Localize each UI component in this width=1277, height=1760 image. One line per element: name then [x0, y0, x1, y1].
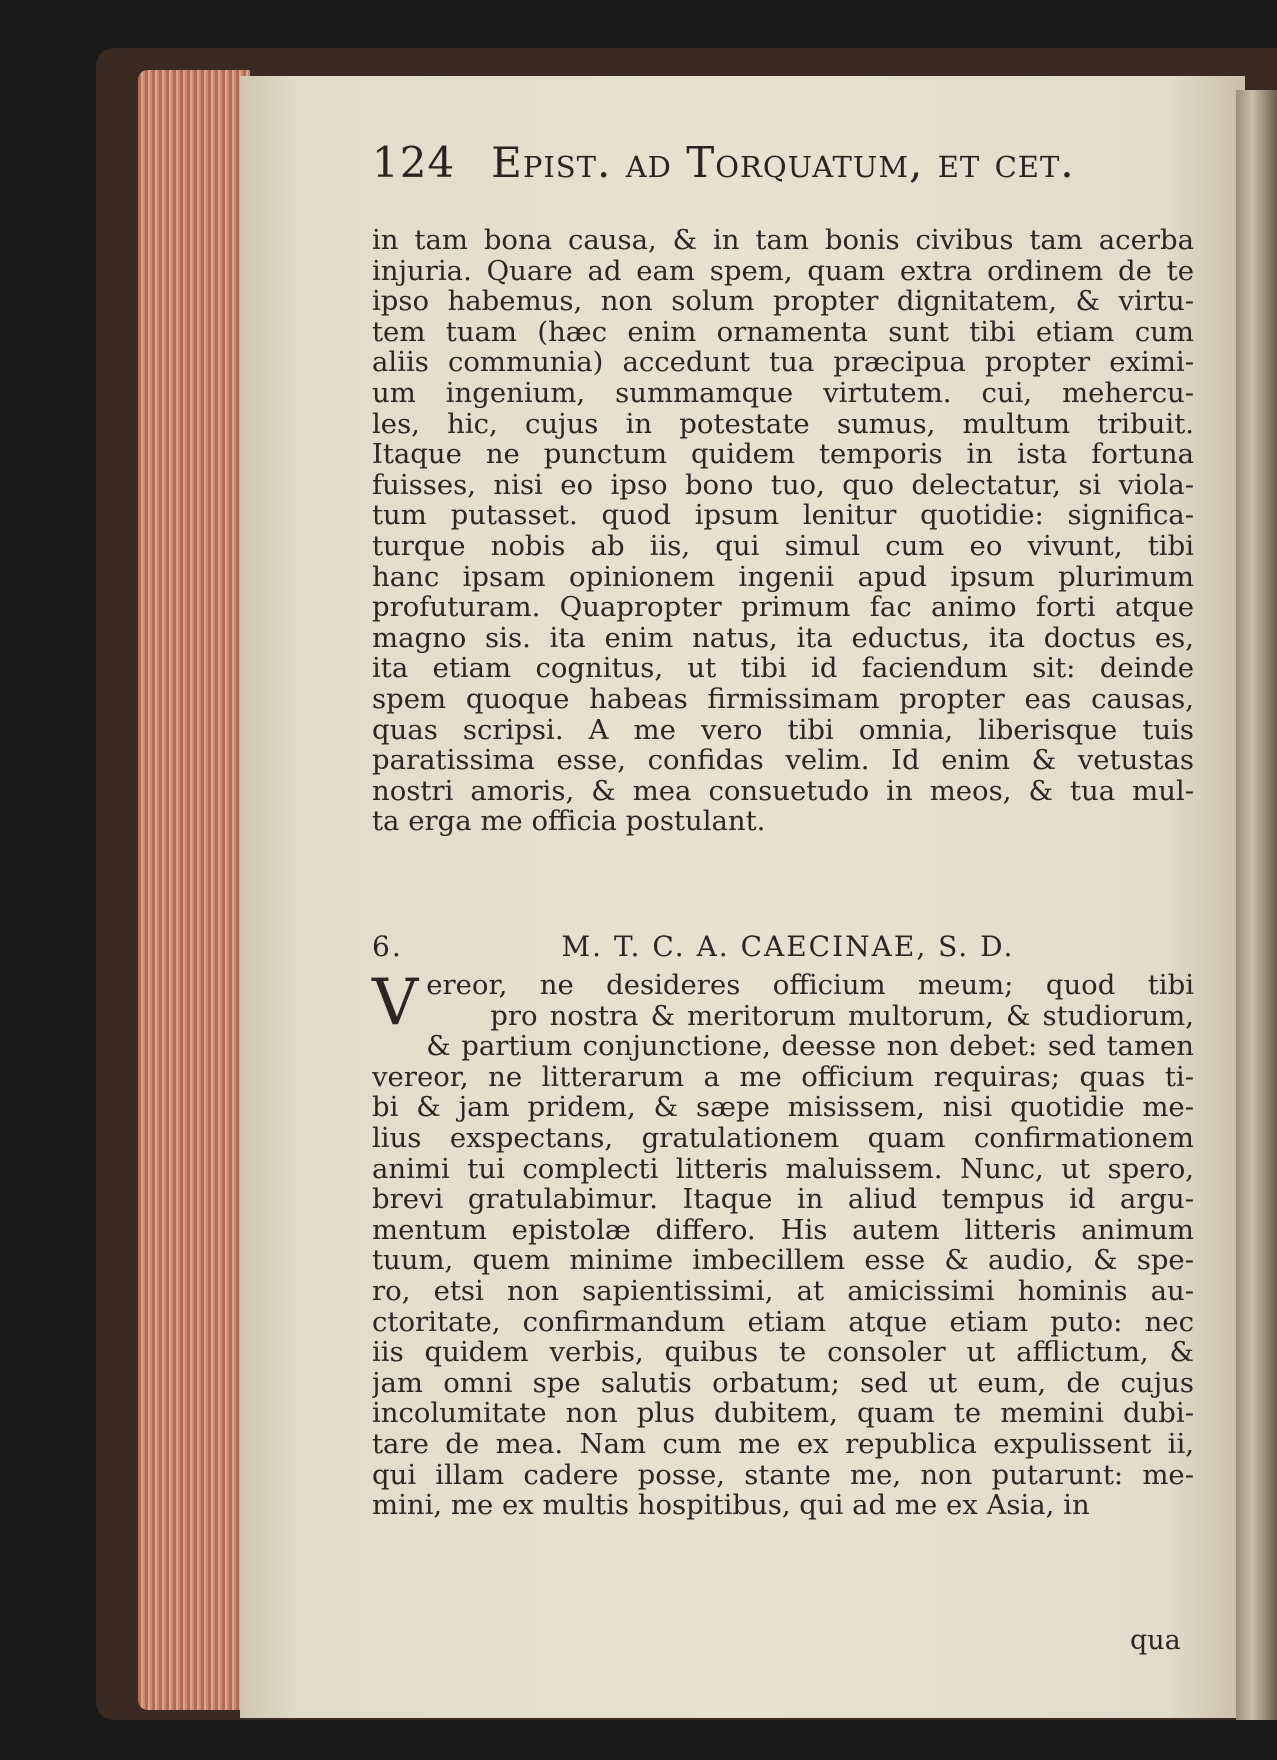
text-line: turque nobis ab iis, qui simul cum eo vivunt, tibi [372, 530, 1194, 562]
running-header [372, 138, 1202, 187]
text-line: ro, etsi non sapientissimi, at amicissimi hominis au- [372, 1275, 1194, 1307]
text-line: tem tuam (hæc enim ornamenta sunt tibi etiam cum [372, 316, 1194, 348]
text-line: spem quoque habeas firmissimam propter eas causas, [372, 683, 1194, 715]
drop-capital: V [372, 966, 419, 1040]
text-line: les, hic, cujus in potestate sumus, multum tribuit. [372, 408, 1194, 440]
letter-6-body [372, 966, 1194, 1521]
text-line: tuum, quem minime imbecillem esse & audio, & spe- [372, 1245, 1194, 1276]
text-line: animi tui complecti litteris maluissem. Nunc, ut spero, [372, 1153, 1194, 1185]
letter-heading [372, 930, 1194, 963]
text-line: qui illam cadere posse, stante me, non putarunt: me- [372, 1459, 1194, 1491]
text-line: lius exspectans, gratulationem quam confirmationem [372, 1122, 1194, 1154]
text-line: vereor, ne litterarum a me officium requiras; quas ti- [372, 1061, 1194, 1093]
catchword: qua [1130, 1625, 1181, 1656]
text-line: magno sis. ita enim natus, ita eductus, ita doctus es, [372, 622, 1194, 654]
running-title: Epist. ad Torquatum, et cet. [491, 138, 1075, 187]
facing-page-edge [1236, 90, 1277, 1720]
text-line: nostri amoris, & mea consuetudo in meos, & tua mul- [372, 775, 1194, 807]
text-line: jam omni spe salutis orbatum; sed ut eum, de cujus [372, 1367, 1194, 1399]
text-line: fuisses, nisi eo ipso bono tuo, quo delectatur, si viola- [372, 469, 1194, 501]
text-line: paratissima esse, confidas velim. Id enim & vetustas [372, 745, 1194, 776]
text-line: um ingenium, summamque virtutem. cui, mehercu- [372, 377, 1194, 409]
text-line: ta erga me officia postulant. [372, 806, 766, 837]
text-line: in tam bona causa, & in tam bonis civibus tam acerba [372, 225, 1194, 256]
text-line: aliis communia) accedunt tua præcipua propter eximi- [372, 347, 1194, 378]
page-edges [138, 70, 250, 1710]
text-line: profuturam. Quapropter primum fac animo forti atque [372, 592, 1194, 623]
letter-number: 6. [372, 930, 403, 963]
text-line: hanc ipsam opinionem ingenii apud ipsum plurimum [372, 561, 1194, 593]
text-line: quas scripsi. A me vero tibi omnia, liberisque tuis [372, 714, 1194, 746]
letter-title: M. T. C. A. CAECINAE, S. D. [561, 930, 1015, 963]
text-line: tare de mea. Nam cum me ex republica expulissent ii, [372, 1428, 1194, 1460]
text-line: mentum epistolæ differo. His autem litteris animum [372, 1214, 1194, 1246]
text-line: ctoritate, confirmandum etiam atque etiam puto: nec [372, 1306, 1194, 1338]
text-line: tum putasset. quod ipsum lenitur quotidie: significa- [372, 500, 1194, 531]
text-line: mini, me ex multis hospitibus, qui ad me ex Asia, in [372, 1490, 1090, 1521]
page-number: 124 [372, 138, 456, 187]
text-line: ereor, ne desideres officium meum; quod tibi [426, 970, 1194, 1001]
text-line: brevi gratulabimur. Itaque in aliud tempus id argu- [372, 1184, 1194, 1215]
text-line: iis quidem verbis, quibus te consoler ut afflictum, & [372, 1337, 1194, 1368]
text-line: ipso habemus, non solum propter dignitatem, & virtu- [372, 286, 1194, 317]
letter-5-ending [372, 225, 1194, 837]
text-line: & partium conjunctione, deesse non debet: sed tamen [426, 1031, 1194, 1062]
text-line: injuria. Quare ad eam spem, quam extra ordinem de te [372, 255, 1194, 287]
text-line: bi & jam pridem, & sæpe misissem, nisi quotidie me- [372, 1092, 1194, 1123]
text-line: pro nostra & meritorum multorum, & studiorum, [490, 1000, 1194, 1032]
text-line: incolumitate non plus dubitem, quam te memini dubi- [372, 1398, 1194, 1429]
text-line: Itaque ne punctum quidem temporis in ista fortuna [372, 439, 1194, 470]
text-line: ita etiam cognitus, ut tibi id faciendum sit: deinde [372, 653, 1194, 684]
